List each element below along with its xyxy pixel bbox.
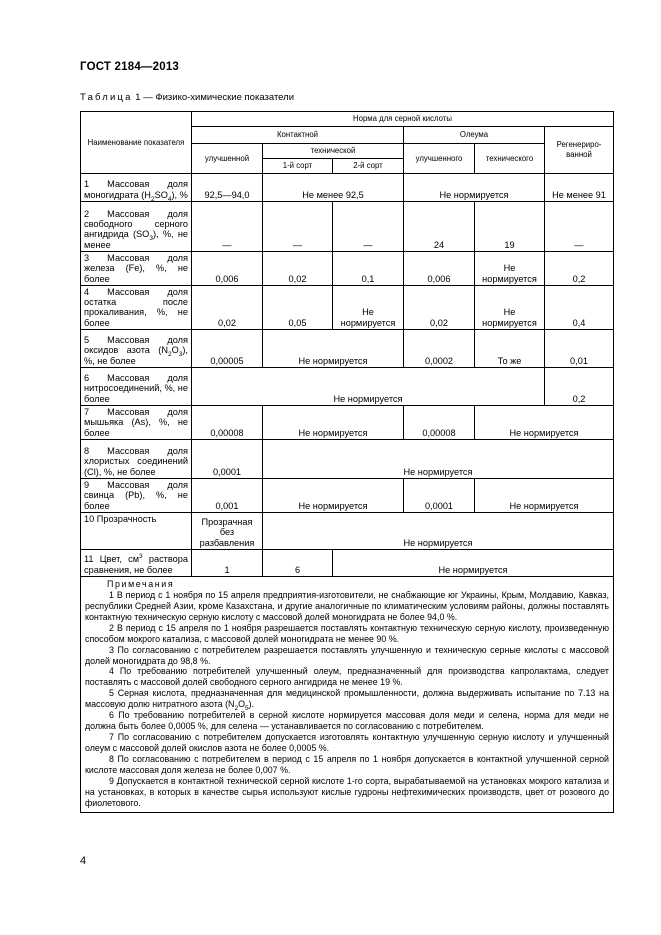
table-caption <box>80 92 294 103</box>
table-row <box>81 549 614 576</box>
row-4-v1: 0,02 <box>192 285 263 329</box>
row-2-v4: 24 <box>404 202 475 252</box>
row-1-name: 1 Массовая доля моногидрата $(H_2SO_4)$, % <box>81 174 192 202</box>
column-header-grade-1: 1-й сорт <box>263 159 333 174</box>
row-6-span: Не нормируется <box>192 368 545 406</box>
table-row <box>81 478 614 512</box>
column-header-norm: Норма для серной кислоты <box>192 112 614 127</box>
column-header-name: Наименование показателя <box>81 112 192 174</box>
table-row <box>81 368 614 406</box>
column-header-contact-improved: улучшенной <box>192 144 263 174</box>
column-header-oleum: Олеума <box>404 127 545 144</box>
table-row <box>81 512 614 549</box>
row-5-v1: 0,00005 <box>192 330 263 368</box>
notes-title: Примечания <box>107 578 175 589</box>
row-9-technical: Не нормируется <box>263 478 404 512</box>
row-4-v2: 0,05 <box>263 285 333 329</box>
table-row <box>81 406 614 440</box>
row-10-name: 10 Прозрачность <box>81 512 192 549</box>
column-header-oleum-technical: технического <box>475 144 545 174</box>
table-row <box>81 439 614 478</box>
notes-cell <box>81 576 614 812</box>
row-1-regenerated: Не менее 91 <box>545 174 614 202</box>
row-11-v2: 6 <box>263 549 333 576</box>
row-5-v4: 0,0002 <box>404 330 475 368</box>
row-7-technical: Не нормируется <box>263 406 404 440</box>
row-3-v3: 0,1 <box>333 252 404 286</box>
table-row <box>81 330 614 368</box>
column-header-regenerated: Регенериро-ванной <box>545 127 614 174</box>
row-4-v5: Не нормируется <box>475 285 545 329</box>
row-1-contact-technical: Не менее 92,5 <box>263 174 404 202</box>
note-6: 6 По требованию потребителей в серной кислоте нормируется массовая доля меди и селена, норма для меди не должна быть более 0,0005 %, для селена — устанавливается по согласованию с потребителем. <box>85 710 609 732</box>
table-row <box>81 174 614 202</box>
note-9: 9 Допускается в контактной технической серной кислоте 1-го сорта, вырабатываемой на установках мокрого катализа и на установках, в которых в качестве сырья используют кислые гудроны нефтехимических производств, цвет от розового до фиолетового. <box>85 776 609 808</box>
column-header-oleum-improved: улучшенного <box>404 144 475 174</box>
row-11-name: 11 Цвет, $см^3$ раствора сравнения, не более <box>81 549 192 576</box>
table-caption-number: 1 <box>135 92 141 103</box>
row-8-v1: 0,0001 <box>192 439 263 478</box>
row-3-v1: 0,006 <box>192 252 263 286</box>
table-row <box>81 202 614 252</box>
row-10-span: Не нормируется <box>263 512 614 549</box>
row-3-v5: Не нормируется <box>475 252 545 286</box>
row-11-v1: 1 <box>192 549 263 576</box>
note-1: 1 В период с 1 ноября по 15 апреля предприятия-изготовители, не снабжающие юг Украины, Крым, Молдавию, Кавказ, республики Средней Азии, кроме Казахстана, и другие аналогичные по климатическим условиям районы, должны поставлять контактную техническую серную кислоту с массовой долей моногидрата не более 94,0 %. <box>85 589 609 622</box>
row-7-v4: 0,00008 <box>404 406 475 440</box>
row-5-technical: Не нормируется <box>263 330 404 368</box>
note-5: 5 Серная кислота, предназначенная для медицинской промышленности, должна выдерживать испытание по 7.13 на массовую долю нитратного азота $(N_2O_5)$. <box>85 688 609 713</box>
row-2-v1: — <box>192 202 263 252</box>
row-3-name: 3 Массовая доля железа (Fe), %, не более <box>81 252 192 286</box>
table-caption-title: — Физико-химические показатели <box>143 92 295 103</box>
row-5-name: 5 Массовая доля оксидов азота $(N_2O_3)$, %, не более <box>81 330 192 368</box>
row-7-name: 7 Массовая доля мышьяка (As), %, не более <box>81 406 192 440</box>
table-row <box>81 285 614 329</box>
row-6-v6: 0,2 <box>545 368 614 406</box>
row-7-rest: Не нормируется <box>475 406 614 440</box>
column-header-contact-technical: технической <box>263 144 404 159</box>
document-header: ГОСТ 2184—2013 <box>80 61 180 73</box>
row-7-v1: 0,00008 <box>192 406 263 440</box>
row-1-contact-improved: 92,5—94,0 <box>192 174 263 202</box>
row-9-name: 9 Массовая доля свинца (Pb), %, не более <box>81 478 192 512</box>
row-4-v6: 0,4 <box>545 285 614 329</box>
row-3-v6: 0,2 <box>545 252 614 286</box>
row-8-name: 8 Массовая доля хлористых соединений (Cl), %, не более <box>81 439 192 478</box>
row-4-v3: Не нормируется <box>333 285 404 329</box>
note-4: 4 По требованию потребителей улучшенный олеум, предназначенный для производства капролактама, следует поставлять с массовой долей свободного серного ангидрида не менее 19 %. <box>85 666 609 688</box>
column-header-grade-2: 2-й сорт <box>333 159 404 174</box>
properties-table <box>80 111 614 813</box>
table-row <box>81 252 614 286</box>
note-3: 3 По согласованию с потребителем разрешается поставлять улучшенную и техническую серные кислоты с массовой долей моногидрата до 98,8 %. <box>85 644 609 666</box>
note-8: 8 По согласованию с потребителем в период с 15 апреля по 1 ноября допускается в контактной улучшенной серной кислоте массовая доля железа не более 0,007 %. <box>85 754 609 776</box>
row-3-v2: 0,02 <box>263 252 333 286</box>
note-2: 2 В период с 15 апреля по 1 ноября разрешается поставлять контактную техническую серную кислоту, произведенную способом мокрого катализа, с массовой долей моногидрата не менее 90 %. <box>85 622 609 644</box>
row-9-rest: Не нормируется <box>475 478 614 512</box>
row-5-v6: 0,01 <box>545 330 614 368</box>
row-8-span: Не нормируется <box>263 439 614 478</box>
row-11-span: Не нормируется <box>333 549 614 576</box>
row-10-v1: Прозрачная без разбавления <box>192 512 263 549</box>
row-9-v1: 0,001 <box>192 478 263 512</box>
row-1-oleum: Не нормируется <box>404 174 545 202</box>
row-4-name: 4 Массовая доля остатка после прокаливания, %, не более <box>81 285 192 329</box>
page-number: 4 <box>80 855 87 867</box>
note-7: 7 По согласованию с потребителем допускается изготовлять контактную улучшенную серную кислоту и улучшенный олеум с массовой долей окислов азота не более 0,0005 %. <box>85 732 609 754</box>
table-caption-prefix: Таблица <box>80 92 133 103</box>
row-2-v2: — <box>263 202 333 252</box>
notes-row <box>81 576 614 812</box>
row-2-v5: 19 <box>475 202 545 252</box>
column-header-contact: Контактной <box>192 127 404 144</box>
row-2-v3: — <box>333 202 404 252</box>
row-9-v4: 0,0001 <box>404 478 475 512</box>
row-2-v6: — <box>545 202 614 252</box>
row-5-v5: То же <box>475 330 545 368</box>
row-2-name: 2 Массовая доля свободного серного ангидрида $(SO_3)$, %, не менее <box>81 202 192 252</box>
row-3-v4: 0,006 <box>404 252 475 286</box>
row-6-name: 6 Массовая доля нитросоединений, %, не более <box>81 368 192 406</box>
row-4-v4: 0,02 <box>404 285 475 329</box>
